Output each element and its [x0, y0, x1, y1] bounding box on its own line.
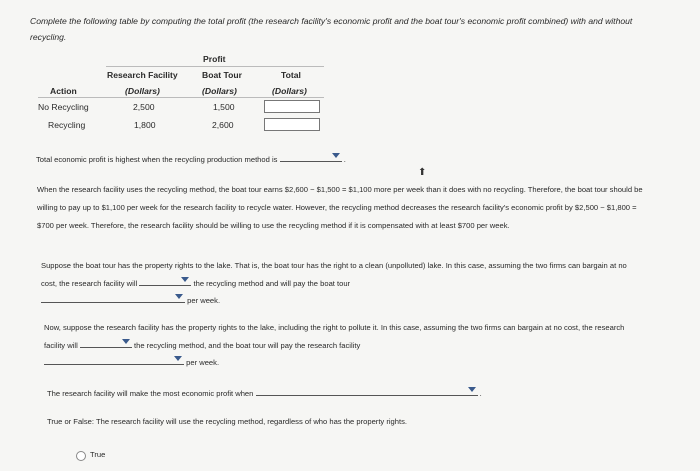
row-recycling-research: 1,800	[134, 120, 156, 130]
chevron-down-icon	[174, 356, 182, 361]
research-rights-action-dropdown[interactable]	[80, 337, 132, 348]
instructions-text: Complete the following table by computing the total profit (the research facility's economic profit and the boat tour's economic profit combined) with and without recycling.	[30, 16, 633, 42]
question-boat-rights-text-c: per week.	[187, 296, 221, 305]
total-highest-dropdown[interactable]	[280, 151, 342, 162]
col-total-title: Total	[281, 70, 301, 80]
col-research-unit: (Dollars)	[125, 86, 160, 96]
row-recycling-label: Recycling	[48, 120, 86, 130]
question-boat-rights-text-a: Suppose the boat tour has the property rights to the lake. That is, the boat tour has the right to a clean (unpolluted) lake. In this case, assuming the two firms can bargain at no cost, the research facility will	[41, 261, 627, 288]
header-rule	[106, 66, 324, 67]
question-most-profit-text: The research facility will make the most economic profit when	[47, 389, 254, 398]
boat-rights-amount-dropdown[interactable]	[41, 292, 185, 303]
mouse-cursor-icon: ⬆	[418, 167, 427, 178]
most-profit-dropdown[interactable]	[256, 385, 478, 396]
question-true-false: True or False: The research facility will use the recycling method, regardless of who has the property rights.	[47, 417, 408, 426]
question-boat-rights-text-b: the recycling method and will pay the boat tour	[193, 278, 351, 288]
col-research-title: Research Facility	[107, 70, 178, 80]
row-no-recycling-label: No Recycling	[38, 102, 89, 112]
question-research-rights-text-a: Now, suppose the research facility has the property rights to the lake, including the right to pollute it. In this case, assuming the two firms can bargain at no cost, the research facility will	[44, 323, 625, 350]
action-header: Action	[50, 86, 77, 96]
boat-rights-action-dropdown[interactable]	[139, 275, 191, 286]
question-most-profit: The research facility will make the most economic profit when .	[47, 385, 647, 403]
row-no-recycling-boat: 1,500	[213, 102, 235, 112]
total-recycling-input[interactable]	[264, 118, 320, 131]
question-research-rights-text-b: the recycling method, and the boat tour will pay the research facility	[134, 340, 361, 350]
true-option-label[interactable]: True	[90, 450, 106, 459]
total-no-recycling-input[interactable]	[264, 100, 320, 113]
chevron-down-icon	[175, 294, 183, 299]
question-research-rights	[44, 320, 644, 372]
question-total-highest: Total economic profit is highest when the recycling production method is .	[36, 151, 636, 169]
chevron-down-icon	[332, 153, 340, 158]
true-radio-button[interactable]	[76, 451, 86, 461]
explanation-text: When the research facility uses the recycling method, the boat tour earns $2,600 − $1,500 = $1,100 more per week than it does with no recycling. Therefore, the boat tour should be willing to pay up to $1,100 per week for the research facility to recycle water. However, the recycling method decreases the research facility's economic profit by $2,500 − $1,800 = $700 per week. Therefore, the research facility should be willing to use the recycling method if it is compensated with at least $700 per week.	[37, 185, 643, 230]
row-recycling-boat: 2,600	[212, 120, 234, 130]
column-header-rule	[38, 97, 324, 98]
col-boat-title: Boat Tour	[202, 70, 242, 80]
research-rights-amount-dropdown[interactable]	[44, 354, 184, 365]
profit-header: Profit	[203, 54, 226, 64]
question-research-rights-text-c: per week.	[186, 358, 220, 367]
chevron-down-icon	[122, 339, 130, 344]
question-boat-rights	[41, 258, 641, 310]
chevron-down-icon	[468, 387, 476, 392]
col-boat-unit: (Dollars)	[202, 86, 237, 96]
row-no-recycling-research: 2,500	[133, 102, 155, 112]
col-total-unit: (Dollars)	[272, 86, 307, 96]
question-total-highest-text: Total economic profit is highest when the recycling production method is	[36, 155, 278, 164]
chevron-down-icon	[181, 277, 189, 282]
